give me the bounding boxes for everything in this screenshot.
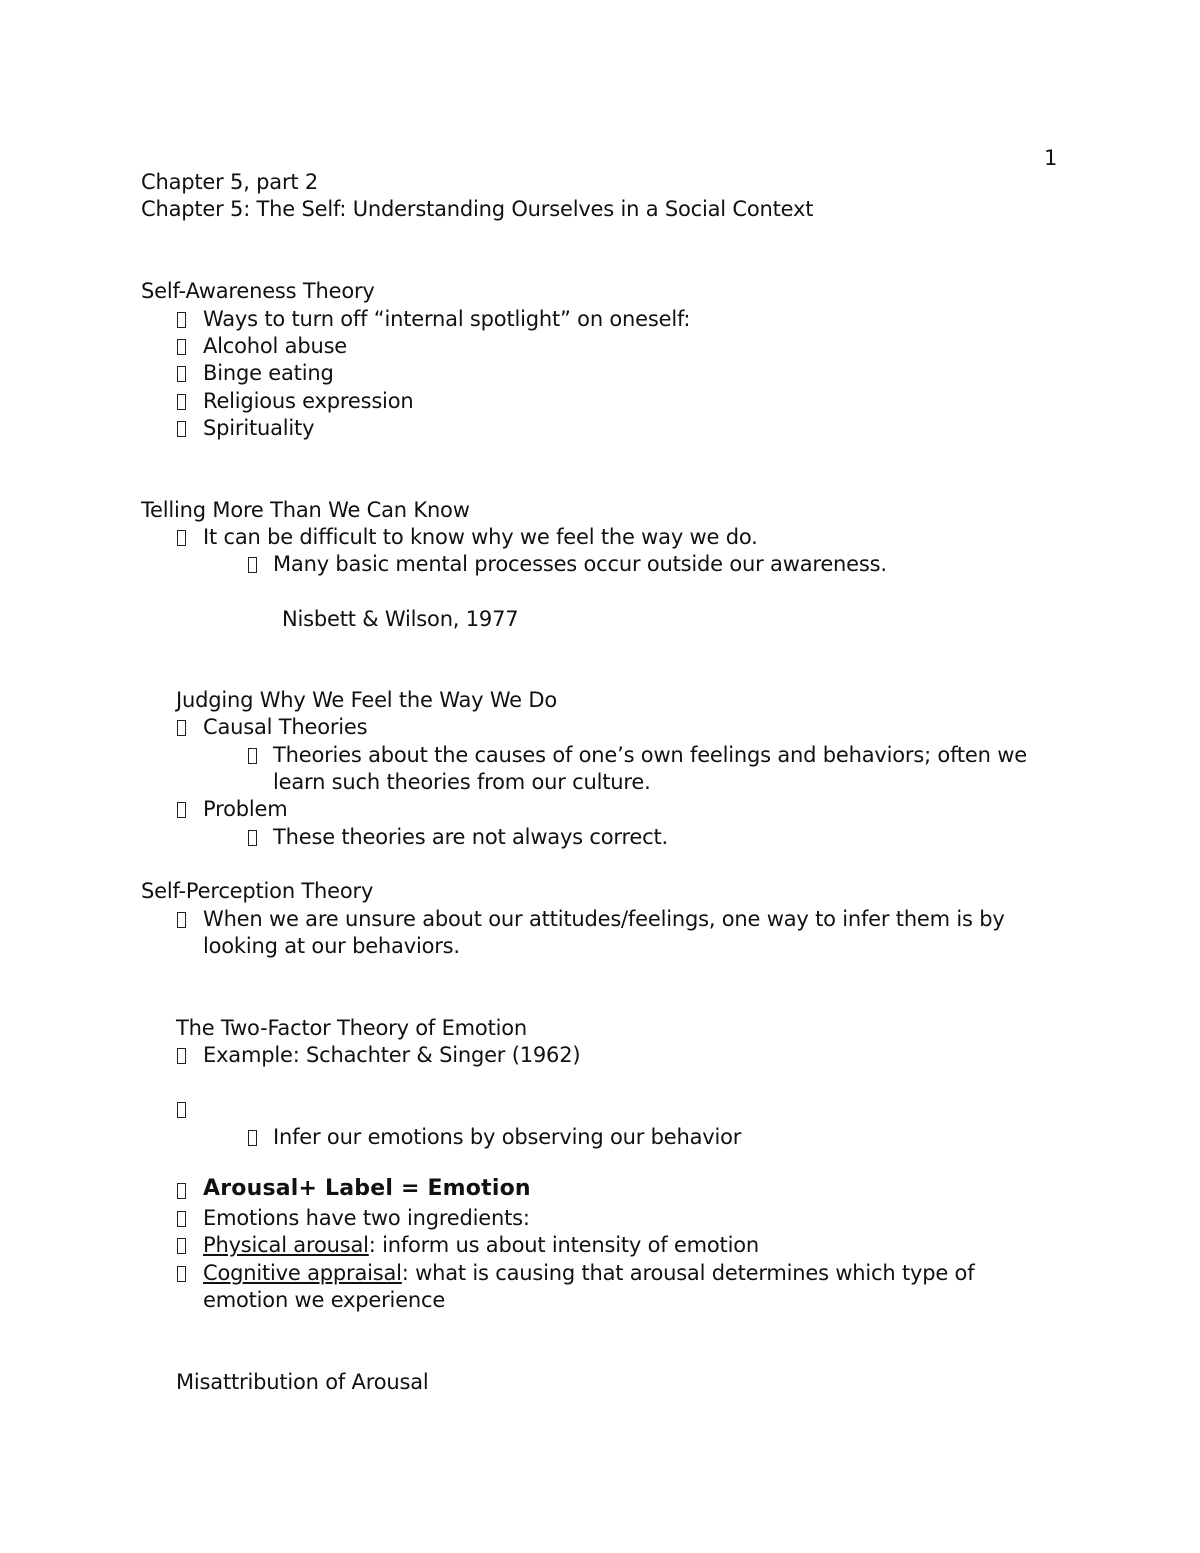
bullet-icon bbox=[172, 361, 190, 385]
list-item: Theories about the causes of one’s own feelings and behaviors; often we bbox=[273, 743, 1027, 767]
bullet-icon bbox=[172, 715, 190, 739]
list-item: Infer our emotions by observing our behavior bbox=[273, 1125, 742, 1149]
bullet-icon bbox=[172, 797, 190, 821]
bullet-icon bbox=[243, 825, 261, 849]
page-number: 1 bbox=[1044, 146, 1058, 170]
bullet-icon bbox=[172, 1178, 190, 1202]
list-item-continuation: emotion we experience bbox=[203, 1288, 446, 1312]
bullet-icon bbox=[172, 416, 190, 440]
list-item: These theories are not always correct. bbox=[273, 825, 669, 849]
bullet-icon bbox=[172, 1261, 190, 1285]
misattribution-heading: Misattribution of Arousal bbox=[176, 1370, 429, 1394]
bullet-icon bbox=[243, 743, 261, 767]
list-item-continuation: looking at our behaviors. bbox=[203, 934, 460, 958]
bullet-icon bbox=[172, 334, 190, 358]
list-item: It can be difficult to know why we feel the way we do. bbox=[203, 525, 758, 549]
self-awareness-heading: Self-Awareness Theory bbox=[141, 279, 375, 303]
judging-heading: Judging Why We Feel the Way We Do bbox=[176, 688, 557, 712]
list-item: Problem bbox=[203, 797, 288, 821]
citation: Nisbett & Wilson, 1977 bbox=[282, 607, 519, 631]
bullet-icon bbox=[172, 1043, 190, 1067]
cognitive-appraisal-definition: : what is causing that arousal determines which type of bbox=[401, 1261, 975, 1285]
list-item: Religious expression bbox=[203, 389, 414, 413]
bullet-icon bbox=[172, 307, 190, 331]
list-item: Ways to turn off “internal spotlight” on oneself: bbox=[203, 307, 691, 331]
self-perception-heading: Self-Perception Theory bbox=[141, 879, 374, 903]
emotion-formula: Arousal+ Label = Emotion bbox=[203, 1176, 531, 1201]
list-item: Many basic mental processes occur outside our awareness. bbox=[273, 552, 887, 576]
cognitive-appraisal-term: Cognitive appraisal bbox=[203, 1261, 402, 1285]
chapter-part-line: Chapter 5, part 2 bbox=[141, 170, 319, 194]
list-item-continuation: learn such theories from our culture. bbox=[273, 770, 651, 794]
list-item: When we are unsure about our attitudes/feelings, one way to infer them is by bbox=[203, 907, 1005, 931]
two-factor-heading: The Two-Factor Theory of Emotion bbox=[176, 1016, 527, 1040]
bullet-icon bbox=[243, 1125, 261, 1149]
list-item: Causal Theories bbox=[203, 715, 368, 739]
telling-more-heading: Telling More Than We Can Know bbox=[141, 498, 470, 522]
bullet-icon bbox=[172, 1233, 190, 1257]
list-item: Emotions have two ingredients: bbox=[203, 1206, 530, 1230]
list-item: Alcohol abuse bbox=[203, 334, 348, 358]
list-item: Example: Schachter & Singer (1962) bbox=[203, 1043, 581, 1067]
bullet-icon bbox=[172, 1097, 190, 1121]
bullet-icon bbox=[243, 552, 261, 576]
bullet-icon bbox=[172, 389, 190, 413]
bullet-icon bbox=[172, 525, 190, 549]
list-item: Binge eating bbox=[203, 361, 334, 385]
list-item bbox=[203, 1233, 759, 1257]
chapter-title-line: Chapter 5: The Self: Understanding Ourselves in a Social Context bbox=[141, 197, 814, 221]
bullet-icon bbox=[172, 1206, 190, 1230]
list-item bbox=[203, 1261, 974, 1285]
list-item: Spirituality bbox=[203, 416, 315, 440]
bullet-icon bbox=[172, 907, 190, 931]
physical-arousal-definition: : inform us about intensity of emotion bbox=[368, 1233, 759, 1257]
physical-arousal-term: Physical arousal bbox=[203, 1233, 369, 1257]
